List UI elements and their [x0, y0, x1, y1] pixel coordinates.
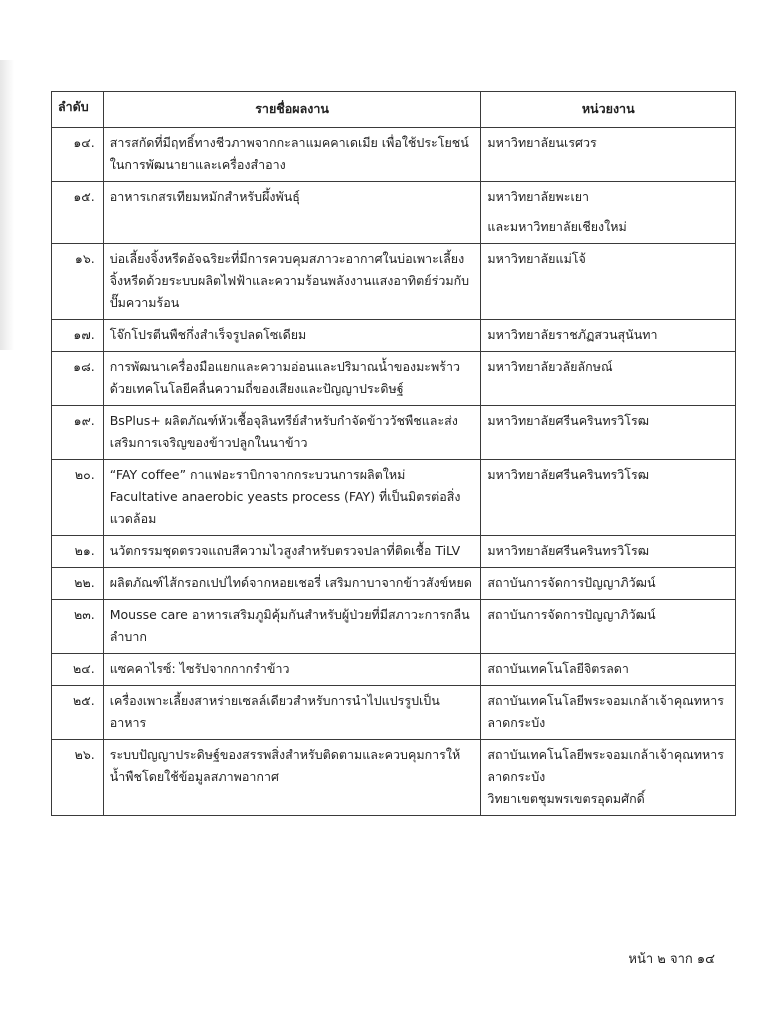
row-order-number: ๑๗. — [52, 320, 104, 352]
organization-name: สถาบันเทคโนโลยีพระจอมเกล้าเจ้าคุณทหารลาดกระบัง — [487, 747, 724, 784]
row-organization — [481, 686, 736, 740]
organization-name: มหาวิทยาลัยนเรศวร — [487, 135, 597, 150]
page-number: หน้า ๒ จาก ๑๔ — [628, 952, 715, 967]
row-work-name: Mousse care อาหารเสริมภูมิคุ้มกันสำหรับผู้ป่วยที่มีสภาวะการกลืนลำบาก — [103, 600, 481, 654]
organization-name: มหาวิทยาลัยศรีนครินทรวิโรฒ — [487, 467, 650, 482]
row-work-name: ระบบปัญญาประดิษฐ์ของสรรพสิ่งสำหรับติดตามและควบคุมการให้น้ำพืชโดยใช้ข้อมูลสภาพอากาศ — [103, 740, 481, 816]
row-organization — [481, 128, 736, 182]
row-work-name: “FAY coffee” กาแฟอะราบิกาจากกระบวนการผลิตใหม่ Facultative anaerobic yeasts process (FAY) ที่เป็นมิตรต่อสิ่งแวดล้อม — [103, 460, 481, 536]
row-work-name: บ่อเลี้ยงจิ้งหรีดอัจฉริยะที่มีการควบคุมสภาวะอากาศในบ่อเพาะเลี้ยงจิ้งหรีดด้วยระบบผลิตไฟฟ้าและความร้อนพลังงานแสงอาทิตย์ร่วมกับปั๊มความร้อน — [103, 244, 481, 320]
row-organization — [481, 654, 736, 686]
table-row — [52, 352, 736, 406]
row-work-name: นวัตกรรมชุดตรวจแถบสีความไวสูงสำหรับตรวจปลาที่ติดเชื้อ TiLV — [103, 536, 481, 568]
row-work-name: การพัฒนาเครื่องมือแยกและความอ่อนและปริมาณน้ำของมะพร้าวด้วยเทคโนโลยีคลื่นความถี่ของเสียงและปัญญาประดิษฐ์ — [103, 352, 481, 406]
row-organization — [481, 244, 736, 320]
organization-name: มหาวิทยาลัยวลัยลักษณ์ — [487, 359, 613, 374]
page-edge-shadow — [0, 60, 14, 350]
organization-name: วิทยาเขตชุมพรเขตรอุดมศักดิ์ — [487, 791, 645, 806]
row-work-name: เครื่องเพาะเลี้ยงสาหร่ายเซลล์เดียวสำหรับการนำไปแปรรูปเป็นอาหาร — [103, 686, 481, 740]
row-order-number: ๒๓. — [52, 600, 104, 654]
organization-name: สถาบันเทคโนโลยีพระจอมเกล้าเจ้าคุณทหารลาดกระบัง — [487, 693, 724, 730]
table-row — [52, 568, 736, 600]
table-row — [52, 460, 736, 536]
row-organization — [481, 320, 736, 352]
row-order-number: ๑๙. — [52, 406, 104, 460]
awards-table — [51, 91, 736, 816]
table-row — [52, 536, 736, 568]
row-work-name: สารสกัดที่มีฤทธิ์ทางชีวภาพจากกะลาแมคคาเดเมีย เพื่อใช้ประโยชน์ในการพัฒนายาและเครื่องสำอาง — [103, 128, 481, 182]
row-order-number: ๑๕. — [52, 182, 104, 244]
table-body — [52, 128, 736, 816]
row-organization — [481, 182, 736, 244]
row-order-number: ๒๖. — [52, 740, 104, 816]
table-row — [52, 686, 736, 740]
row-work-name: แซคคาไรซ์: ไซรัปจากกากรำข้าว — [103, 654, 481, 686]
organization-name: สถาบันการจัดการปัญญาภิวัฒน์ — [487, 575, 656, 590]
row-order-number: ๒๐. — [52, 460, 104, 536]
row-order-number: ๒๒. — [52, 568, 104, 600]
row-order-number: ๑๔. — [52, 128, 104, 182]
row-organization — [481, 568, 736, 600]
row-order-number: ๒๕. — [52, 686, 104, 740]
row-work-name: โจ๊กโปรตีนพืชกึ่งสำเร็จรูปลดโซเดียม — [103, 320, 481, 352]
organization-name: มหาวิทยาลัยแม่โจ้ — [487, 251, 586, 266]
row-organization — [481, 600, 736, 654]
table-row — [52, 244, 736, 320]
row-work-name: ผลิตภัณฑ์ไส้กรอกเปปไทด์จากหอยเชอรี่ เสริมกาบาจากข้าวสังข์หยด — [103, 568, 481, 600]
organization-name: มหาวิทยาลัยศรีนครินทรวิโรฒ — [487, 543, 650, 558]
row-organization — [481, 536, 736, 568]
organization-name: มหาวิทยาลัยศรีนครินทรวิโรฒ — [487, 413, 650, 428]
row-organization — [481, 352, 736, 406]
row-work-name: BsPlus+ ผลิตภัณฑ์หัวเชื้อจุลินทรีย์สำหรับกำจัดข้าววัชพืชและส่งเสริมการเจริญของข้าวปลูกในนาข้าว — [103, 406, 481, 460]
header-order: ลำดับ — [52, 92, 104, 128]
row-order-number: ๑๖. — [52, 244, 104, 320]
organization-name: มหาวิทยาลัยพะเยา — [487, 189, 590, 204]
table-row — [52, 654, 736, 686]
organization-name: สถาบันการจัดการปัญญาภิวัฒน์ — [487, 607, 656, 622]
table-row — [52, 128, 736, 182]
row-order-number: ๒๔. — [52, 654, 104, 686]
row-organization — [481, 740, 736, 816]
table-row — [52, 740, 736, 816]
table-row — [52, 182, 736, 244]
table-header-row — [52, 92, 736, 128]
row-order-number: ๑๘. — [52, 352, 104, 406]
row-order-number: ๒๑. — [52, 536, 104, 568]
header-work-name: รายชื่อผลงาน — [103, 92, 481, 128]
row-organization — [481, 406, 736, 460]
row-work-name: อาหารเกสรเทียมหมักสำหรับผึ้งพันธุ์ — [103, 182, 481, 244]
table-row — [52, 406, 736, 460]
table-row — [52, 600, 736, 654]
organization-name: และมหาวิทยาลัยเชียงใหม่ — [487, 219, 627, 234]
header-organization: หน่วยงาน — [481, 92, 736, 128]
organization-name: สถาบันเทคโนโลยีจิตรลดา — [487, 661, 629, 676]
organization-name: มหาวิทยาลัยราชภัฏสวนสุนันทา — [487, 327, 658, 342]
row-organization — [481, 460, 736, 536]
table-row — [52, 320, 736, 352]
